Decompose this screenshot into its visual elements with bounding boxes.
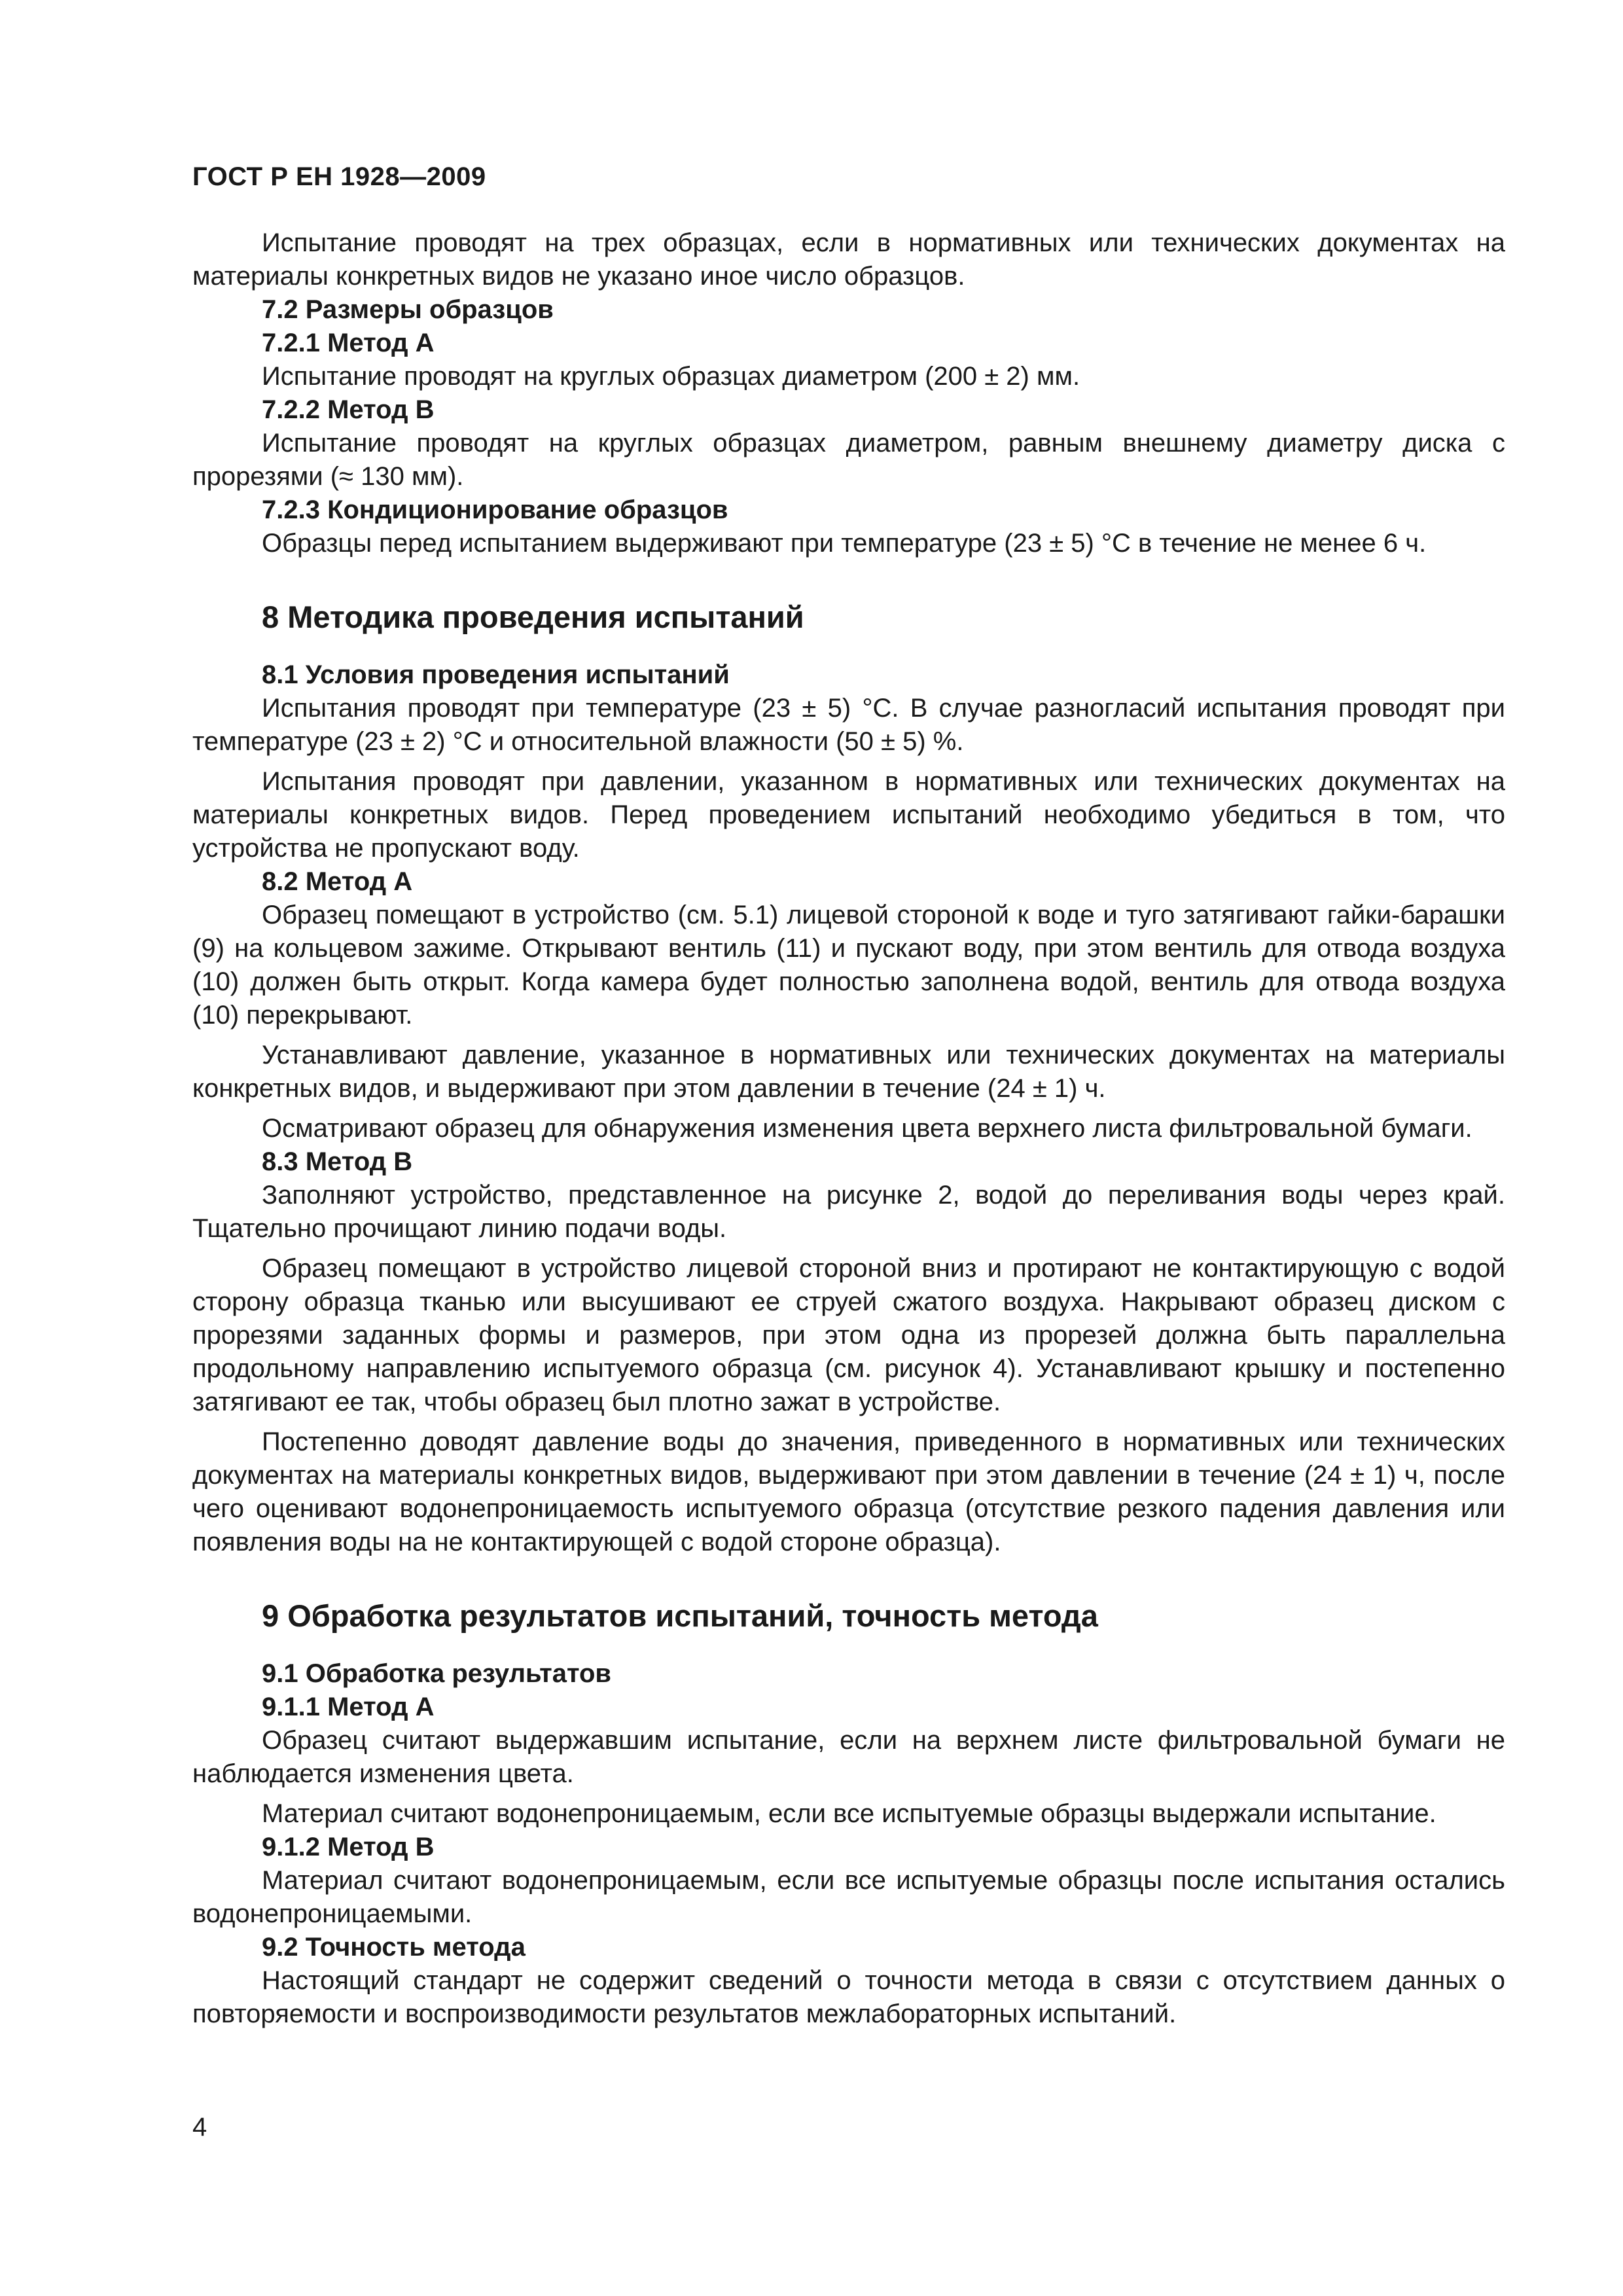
subsection-heading: 9.2 Точность метода: [262, 1933, 526, 1962]
paragraph: Испытание проводят на круглых образцах диаметром, равным внешнему диаметру диска с прорезями (≈ 130 мм).: [192, 429, 1505, 491]
paragraph: Испытания проводят при давлении, указанном в нормативных или технических документах на материалы конкретных видов. Перед проведением испытаний необходимо убедиться в том, что устройства не пропускают воду.: [192, 767, 1505, 863]
paragraph: Образец помещают в устройство (см. 5.1) лицевой стороной к воде и туго затягивают гайки-барашки (9) на кольцевом зажиме. Открывают вентиль (11) и пускают воду, при этом вентиль для отвода воздуха (10) должен быть открыт. Когда камера будет полностью заполнена водой, вентиль для отвода воздуха (10) перекрывают.: [192, 901, 1505, 1030]
paragraph: Настоящий стандарт не содержит сведений о точности метода в связи с отсутствием данных о повторяемости и воспроизводимости результатов межлабораторных испытаний.: [192, 1966, 1505, 2028]
subsection-heading: 7.2.2 Метод В: [262, 395, 435, 424]
paragraph: Материал считают водонепроницаемым, если все испытуемые образцы после испытания остались водонепроницаемыми.: [192, 1866, 1505, 1928]
subsection-heading: 9.1 Обработка результатов: [262, 1659, 612, 1688]
subsection-heading: 8.1 Условия проведения испытаний: [262, 660, 730, 689]
paragraph: Испытания проводят при температуре (23 ± 5) °С. В случае разногласий испытания проводят при температуре (23 ± 2) °С и относительной влажности (50 ± 5) %.: [192, 694, 1505, 756]
paragraph: Образец считают выдержавшим испытание, если на верхнем листе фильтровальной бумаги не наблюдается изменения цвета.: [192, 1726, 1505, 1788]
document-body: [192, 226, 1505, 2031]
section-heading: 9 Обработка результатов испытаний, точность метода: [262, 1598, 1098, 1633]
subsection-heading: 9.1.2 Метод В: [262, 1833, 435, 1861]
paragraph: Образцы перед испытанием выдерживают при температуре (23 ± 5) °С в течение не менее 6 ч.: [262, 529, 1427, 558]
paragraph: Осматривают образец для обнаружения изменения цвета верхнего листа фильтровальной бумаги.: [262, 1114, 1472, 1143]
subsection-heading: 7.2 Размеры образцов: [262, 295, 554, 324]
subsection-heading: 8.3 Метод В: [262, 1147, 413, 1176]
paragraph: Испытание проводят на трех образцах, если в нормативных или технических документах на материалы конкретных видов не указано иное число образцов.: [192, 228, 1505, 291]
subsection-heading: 7.2.1 Метод А: [262, 329, 435, 357]
subsection-heading: 8.2 Метод А: [262, 867, 413, 896]
paragraph: Испытание проводят на круглых образцах диаметром (200 ± 2) мм.: [262, 362, 1080, 391]
paragraph: Устанавливают давление, указанное в нормативных или технических документах на материалы конкретных видов, и выдерживают при этом давлении в течение (24 ± 1) ч.: [192, 1041, 1505, 1103]
paragraph: Материал считают водонепроницаемым, если все испытуемые образцы выдержали испытание.: [262, 1799, 1436, 1828]
page-number: 4: [192, 2113, 207, 2142]
paragraph: Постепенно доводят давление воды до значения, приведенного в нормативных или технических документах на материалы конкретных видов, выдерживают при этом давлении в течение (24 ± 1) ч, после чего оценивают водонепроницаемость испытуемого образца (отсутствие резкого падения давления или появления воды на не контактирующей с водой стороне образца).: [192, 1427, 1505, 1556]
paragraph: Заполняют устройство, представленное на рисунке 2, водой до переливания воды через край. Тщательно прочищают линию подачи воды.: [192, 1181, 1505, 1243]
section-heading: 8 Методика проведения испытаний: [262, 600, 804, 634]
document-code-header: ГОСТ Р ЕН 1928—2009: [192, 162, 486, 191]
subsection-heading: 7.2.3 Кондиционирование образцов: [262, 495, 728, 524]
paragraph: Образец помещают в устройство лицевой стороной вниз и протирают не контактирующую с водой сторону образца тканью или высушивают ее струей сжатого воздуха. Накрывают образец диском с прорезями заданных формы и размеров, при этом одна из прорезей должна быть параллельна продольному направлению испытуемого образца (см. рисунок 4). Устанавливают крышку и постепенно затягивают ее так, чтобы образец был плотно зажат в устройстве.: [192, 1254, 1505, 1416]
subsection-heading: 9.1.1 Метод А: [262, 1693, 435, 1721]
